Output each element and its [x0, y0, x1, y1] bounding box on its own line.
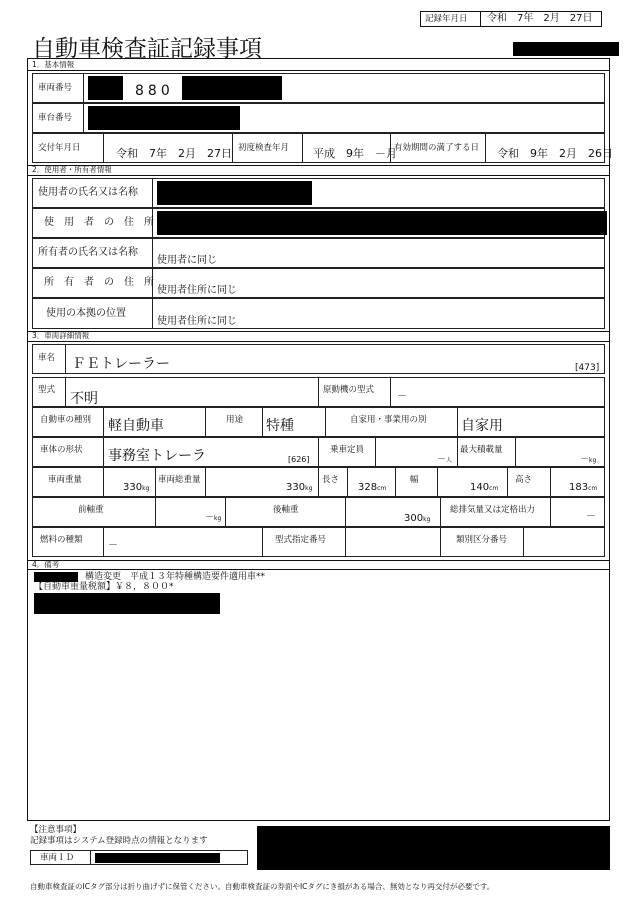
owner-address-label: 所 有 者 の 住 所 [44, 277, 154, 288]
vehicle-weight: 330kg [123, 482, 150, 493]
section-user-owner: 2．使用者・所有者情報 [32, 165, 112, 174]
body-shape: 事務室トレーラ [108, 448, 206, 464]
expiry-date: 令和 9年 2月 26日 [497, 147, 613, 160]
private-label: 自家用・事業用の別 [350, 415, 427, 425]
bottom-note: 自動車検査証のICタグ部分は折り曲げずに保管ください。自動車検査証の券面やICタグにき損がある場合、無効となり再交付が必要です。 [30, 882, 495, 891]
front-axle-label: 前軸重 [78, 505, 104, 515]
fuel: － [108, 540, 118, 551]
chassis-label: 車台番号 [38, 113, 73, 123]
private: 自家用 [461, 418, 503, 434]
owner-name: 使用者に同じ [157, 255, 217, 266]
height: 183cm [569, 482, 598, 493]
vehicle-id-label: 車両ＩＤ [40, 853, 75, 863]
user-address-label: 使 用 者 の 住 所 [44, 217, 154, 228]
record-date: 令和 7年 2月 27日 [487, 13, 593, 24]
remark-line-2: 【自動車重量税額】￥８，８００* [34, 582, 174, 592]
fuel-label: 燃料の種類 [40, 535, 83, 545]
capacity-label: 乗車定員 [330, 445, 365, 455]
kind-label: 自動車の種別 [40, 415, 92, 425]
redaction [257, 826, 610, 870]
redaction [157, 211, 607, 235]
vehicle-name: ＦＥトレーラー [72, 356, 170, 372]
use: 特種 [266, 418, 294, 434]
weight-label: 車両重量 [48, 475, 83, 485]
section-basic: 1．基本情報 [32, 60, 75, 69]
first-reg: 平成 9年 －月 [313, 147, 397, 160]
width-label: 幅 [410, 475, 419, 485]
redaction [34, 572, 78, 582]
category-label: 類別区分番号 [456, 535, 508, 545]
use-label: 用途 [226, 415, 244, 425]
user-name-label: 使用者の氏名又は名称 [38, 187, 138, 198]
section-vehicle: 3．車両詳細情報 [32, 331, 90, 340]
base-label: 使用の本拠の位置 [46, 308, 126, 319]
capacity: －人 [437, 455, 453, 465]
model: 不明 [70, 391, 98, 407]
gross-weight-label: 車両総重量 [158, 475, 201, 485]
width: 140cm [470, 482, 499, 493]
redaction [182, 76, 282, 100]
kind: 軽自動車 [108, 418, 164, 434]
front-axle: －kg [205, 513, 222, 523]
body-label: 車体の形状 [40, 445, 83, 455]
gross-weight: 330kg [286, 482, 313, 493]
vehicle-name-label: 車名 [38, 353, 56, 363]
designation-label: 型式指定番号 [275, 535, 327, 545]
model-label: 型式 [38, 385, 56, 395]
record-date-label: 記録年月日 [425, 14, 468, 24]
base-location: 使用者住所に同じ [157, 316, 237, 327]
section-remarks: 4．備考 [32, 560, 60, 569]
issue-date: 令和 7年 2月 27日 [116, 147, 232, 160]
length-label: 長さ [322, 475, 340, 485]
first-reg-label: 初度検査年月 [238, 143, 290, 153]
engine: － [397, 391, 407, 402]
redaction [88, 106, 240, 130]
redaction [513, 42, 619, 56]
height-label: 高さ [515, 475, 533, 485]
notice-title: 【注意事項】 [30, 825, 82, 835]
rear-axle-label: 後軸重 [273, 505, 299, 515]
rear-axle: 300kg [404, 513, 431, 524]
body-code: [626] [288, 455, 310, 464]
max-load-label: 最大積載量 [460, 445, 503, 455]
plate-number: 880 [135, 83, 174, 99]
displacement-label: 総排気量又は定格出力 [450, 505, 536, 515]
engine-label: 原動機の型式 [323, 385, 375, 395]
displacement: － [586, 511, 596, 522]
vehicle-name-code: [473] [575, 363, 600, 373]
document-title: 自動車検査証記録事項 [32, 36, 262, 62]
expiry-label: 有効期間の満了する日 [394, 143, 480, 153]
plate-label: 車両番号 [38, 83, 73, 93]
length: 328cm [358, 482, 387, 493]
notice-text: 記録事項はシステム登録時点の情報となります [30, 836, 208, 846]
owner-address: 使用者住所に同じ [157, 285, 237, 296]
issue-date-label: 交付年月日 [38, 143, 81, 153]
max-load: －kg [580, 455, 597, 465]
owner-name-label: 所有者の氏名又は名称 [38, 247, 138, 258]
redaction [95, 853, 220, 863]
redaction [88, 76, 123, 100]
redaction [157, 181, 312, 205]
remark-line-1: 構造変更 平成１３年特種構造要件適用車** [85, 572, 266, 582]
redaction [34, 593, 220, 614]
